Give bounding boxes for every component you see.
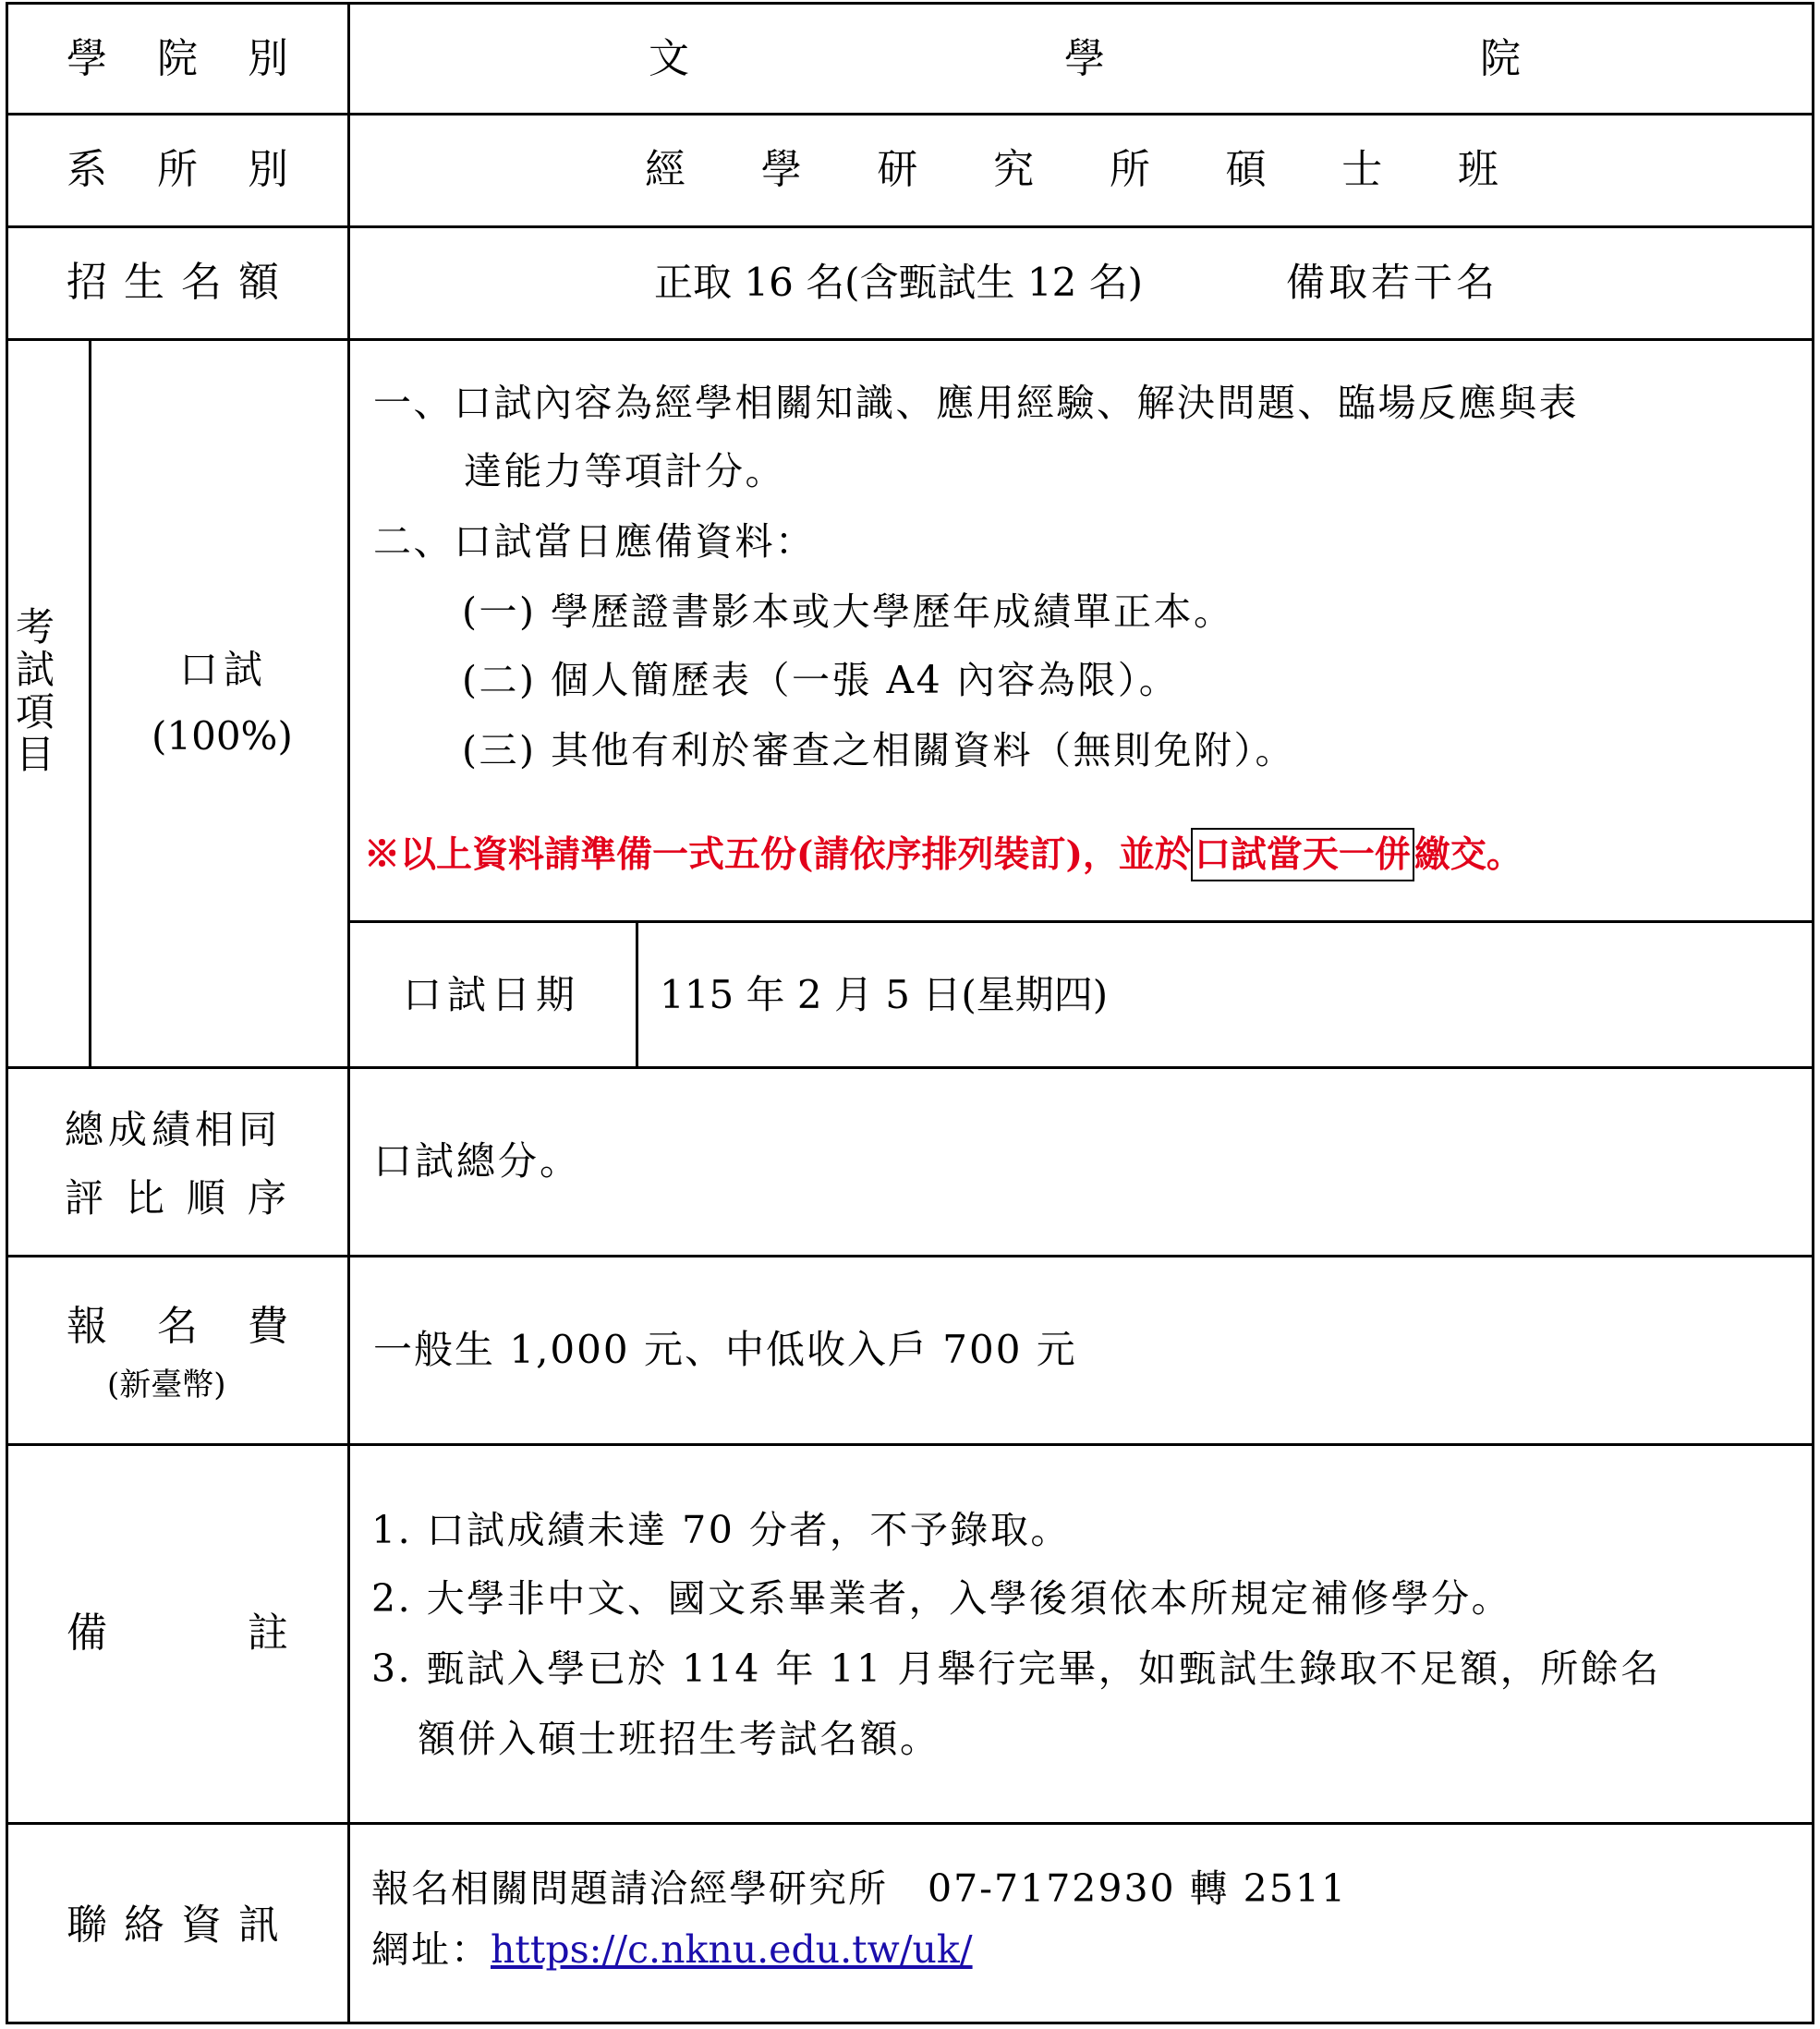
fee-value: 一般生 1,000 元、中低收入戶 700 元 bbox=[373, 1327, 1077, 1372]
remarks-item-1: 1. 口試成績未達 70 分者，不予錄取。 bbox=[371, 1508, 1071, 1552]
quota-admitted: 正取 16 名(含甄試生 12 名) bbox=[654, 260, 1144, 305]
fee-currency: (新臺幣) bbox=[107, 1367, 226, 1403]
exam-line-4: (二) 個人簡歷表（一張 A4 內容為限）。 bbox=[462, 658, 1180, 702]
exam-notice-pre: ※以上資料請準備一式五份(請依序排列裝訂)，並於 bbox=[364, 833, 1191, 876]
exam-notice-post: 繳交。 bbox=[1414, 833, 1523, 876]
contact-line-1: 報名相關問題請洽經學研究所 07-7172930 轉 2511 bbox=[371, 1866, 1348, 1911]
tiebreak-value: 口試總分。 bbox=[373, 1138, 582, 1184]
tiebreak-label-line-2: 評比順序 bbox=[65, 1175, 309, 1221]
fee-label: 報 名 費 bbox=[67, 1303, 288, 1350]
college-label bbox=[67, 35, 288, 82]
exam-date-label: 口試日期 bbox=[403, 972, 581, 1017]
department-value: 經 學 研 究 所 碩 士 班 bbox=[645, 146, 1498, 193]
exam-item-name: 口試 bbox=[179, 647, 269, 692]
exam-line-1b: 達能力等項計分。 bbox=[464, 449, 785, 493]
remarks-item-3: 3. 甄試入學已於 114 年 11 月舉行完畢，如甄試生錄取不足額，所餘名 bbox=[371, 1646, 1661, 1691]
college-label-char-3: 別 bbox=[248, 35, 288, 82]
quota-waitlist: 備取若干名 bbox=[1286, 260, 1499, 305]
remarks-item-3b: 額併入碩士班招生考試名額。 bbox=[418, 1717, 940, 1761]
department-label: 系 所 別 bbox=[67, 146, 288, 193]
tiebreak-label-line-1: 總成績相同 bbox=[65, 1107, 283, 1152]
exam-notice bbox=[364, 833, 1523, 876]
contact-url-link[interactable]: https://c.nknu.edu.tw/uk/ bbox=[491, 1927, 973, 1972]
exam-line-3: (一) 學歷證書影本或大學歷年成績單正本。 bbox=[462, 589, 1234, 634]
contact-url-label: 網址： bbox=[371, 1927, 491, 1972]
exam-date-value: 115 年 2 月 5 日(星期四) bbox=[660, 972, 1109, 1017]
remarks-label: 備 註 bbox=[67, 1610, 288, 1657]
remarks-item-2: 2. 大學非中文、國文系畢業者，入學後須依本所規定補修學分。 bbox=[371, 1576, 1512, 1621]
college-value: 文 學 院 bbox=[649, 35, 1521, 82]
exam-label-text: 考試項目 bbox=[16, 604, 55, 777]
college-label-char-2: 院 bbox=[157, 35, 198, 82]
exam-label bbox=[13, 606, 57, 776]
exam-line-2: 二、口試當日應備資料： bbox=[373, 519, 816, 564]
quota-label: 招 生 名 額 bbox=[67, 259, 279, 306]
exam-line-5: (三) 其他有利於審查之相關資料（無則免附）。 bbox=[462, 728, 1296, 772]
college-label-char-1: 學 bbox=[67, 35, 107, 82]
exam-notice-boxed: 口試當天一併 bbox=[1191, 828, 1414, 881]
contact-label: 聯 絡 資 訊 bbox=[67, 1901, 279, 1949]
contact-url-row bbox=[371, 1927, 973, 1972]
exam-item-weight: (100%) bbox=[152, 713, 293, 759]
exam-line-1: 一、口試內容為經學相關知識、應用經驗、解決問題、臨場反應與表 bbox=[373, 381, 1579, 425]
